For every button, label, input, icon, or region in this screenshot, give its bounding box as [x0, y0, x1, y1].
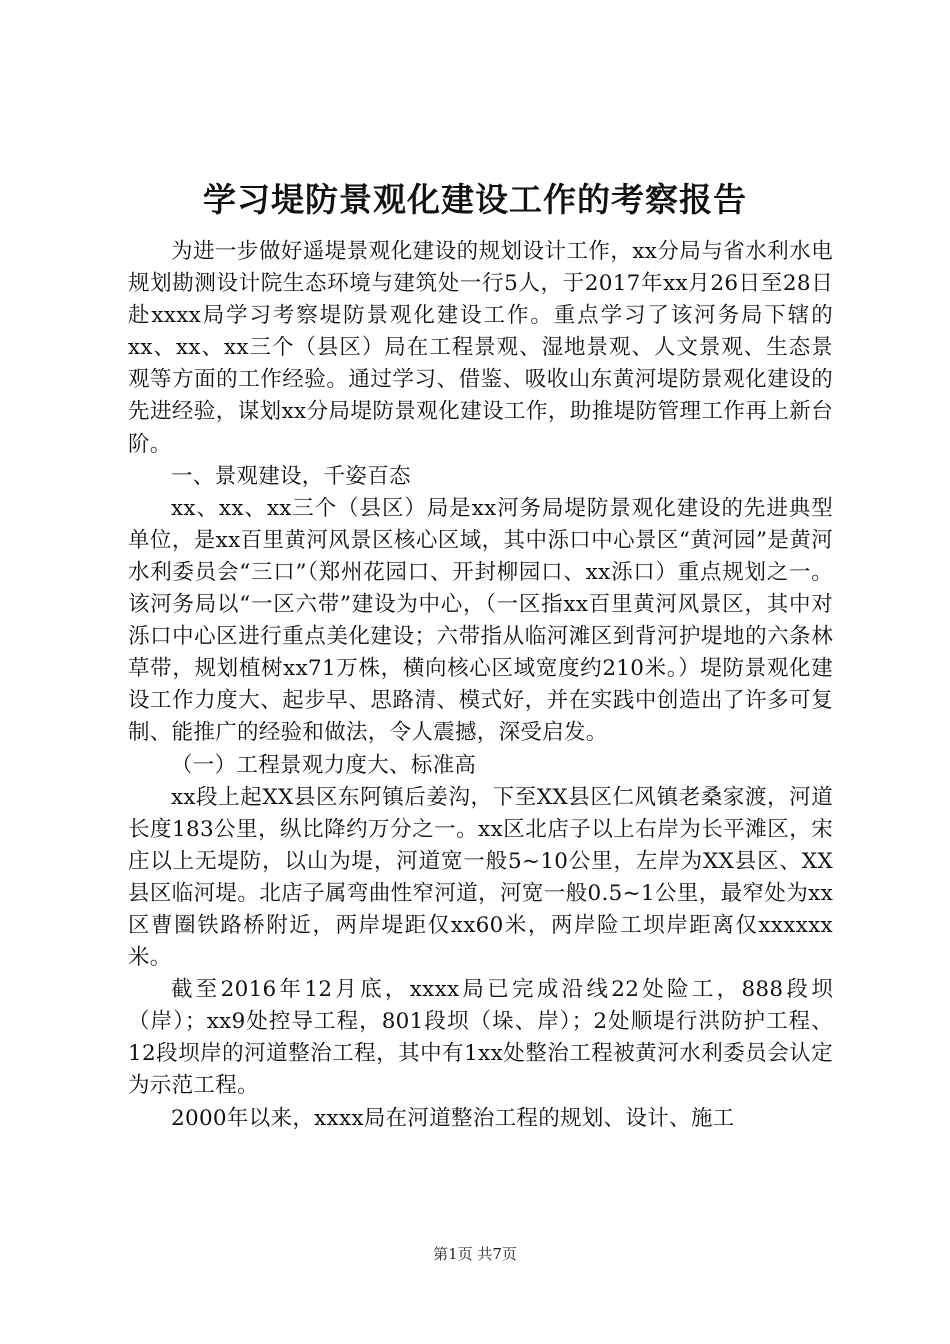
paragraph-section-1: xx、xx、xx三个（县区）局是xx河务局堤防景观化建设的先进典型单位，是xx百里黄河风景区核心区域，其中泺口中心景区“黄河园”是黄河水利委员会“三口”（郑州花园口、开封柳园口、xx泺口）重点规划之一。该河务局以“一区六带”建设为中心，（一区指xx百里黄河风景区，其中对泺口中心区进行重点美化建设；六带指从临河滩区到背河护堤地的六条林草带，规划植树xx71万株，横向核心区域宽度约210米。）堤防景观化建设工作力度大、起步早、思路清、模式好，并在实践中创造出了许多可复制、能推广的经验和做法，令人震撼，深受启发。	[128, 495, 833, 746]
paragraph-progress: 截至2016年12月底，xxxx局已完成沿线22处险工，888段坝（岸）；xx9处控导工程，801段坝（垛、岸）；2处顺堤行洪防护工程、12段坝岸的河道整治工程，其中有1xx处整治工程被黄河水利委员会认定为示范工程。	[128, 977, 833, 1099]
subsection-heading-1: （一）工程景观力度大、标准高	[171, 752, 477, 778]
paragraph-river-section: xx段上起XX县区东阿镇后姜沟，下至XX县区仁风镇老桑家渡，河道长度183公里，纵比降约万分之一。xx区北店子以上右岸为长平滩区，宋庄以上无堤防，以山为堤，河道宽一般5~10公里，左岸为XX县区、XX县区临河堤。北店子属弯曲性窄河道，河宽一般0.5~1公里，最窄处为xx区曹圈铁路桥附近，两岸堤距仅xx60米，两岸险工坝岸距离仅xxxxxx米。	[128, 784, 833, 971]
section-heading-1: 一、景观建设，千姿百态	[171, 463, 411, 489]
paragraph-since-2000: 2000年以来，xxxx局在河道整治工程的规划、设计、施工	[171, 1105, 735, 1131]
document-body	[128, 236, 833, 1135]
page-footer: 第1页 共7页	[433, 1245, 517, 1263]
document-title: 学习堤防景观化建设工作的考察报告	[203, 180, 747, 219]
paragraph-intro: 为进一步做好遥堤景观化建设的规划设计工作，xx分局与省水利水电规划勘测设计院生态环境与建筑处一行5人，于2017年xx月26日至28日赴xxxx局学习考察堤防景观化建设工作。重点学习了该河务局下辖的xx、xx、xx三个（县区）局在工程景观、湿地景观、人文景观、生态景观等方面的工作经验。通过学习、借鉴、吸收山东黄河堤防景观化建设的先进经验，谋划xx分局堤防景观化建设工作，助推堤防管理工作再上新台阶。	[128, 239, 833, 457]
